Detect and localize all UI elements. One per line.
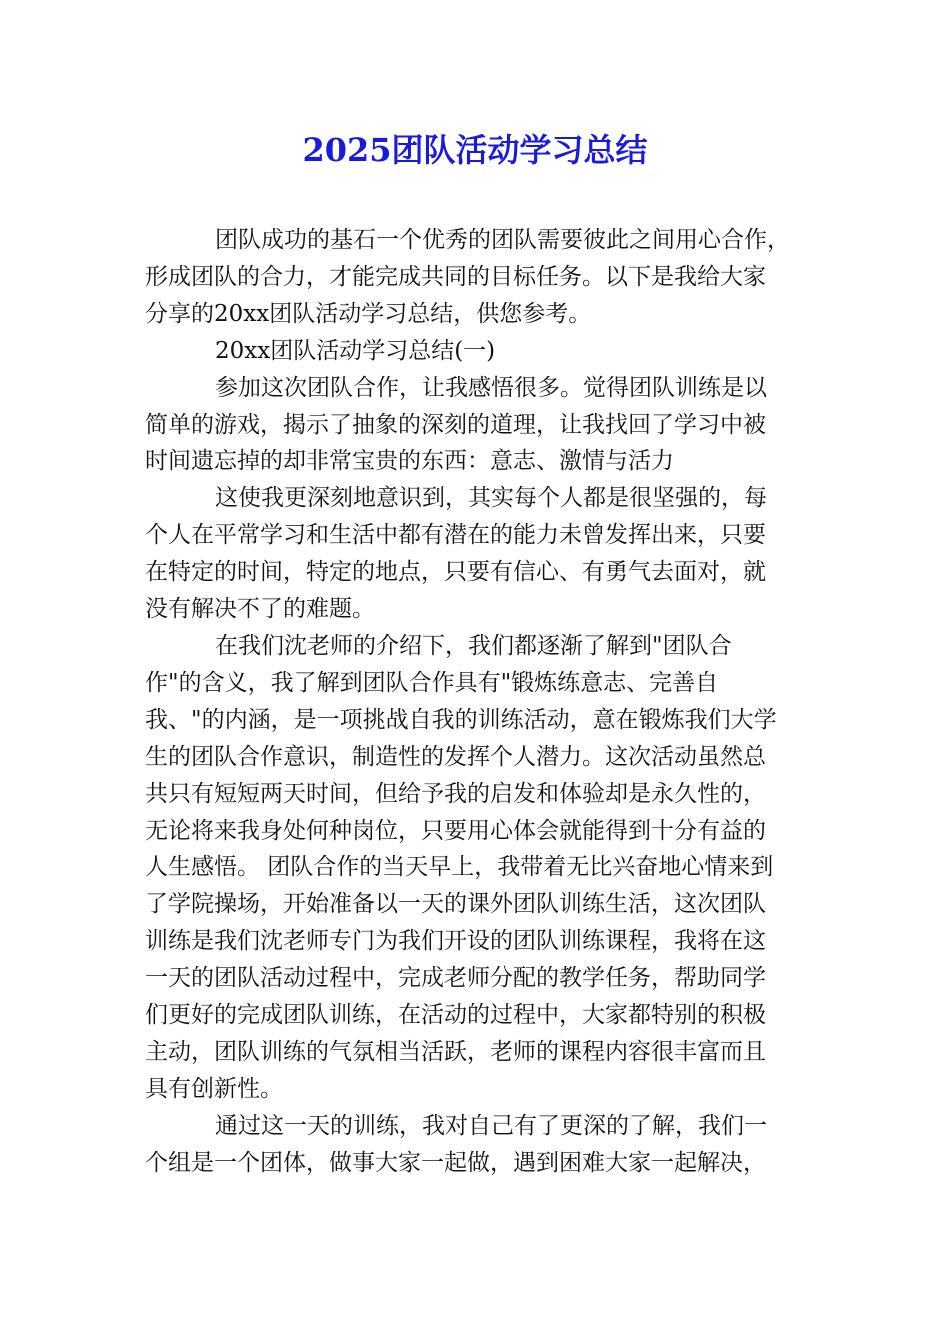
text-line: 具有创新性。 xyxy=(145,1075,283,1102)
text-line: 形成团队的合力，才能完成共同的目标任务。以下是我给大家 xyxy=(145,263,766,290)
text-line: 个组是一个团体，做事大家一起做，遇到困难大家一起解决， xyxy=(145,1149,766,1176)
text-line: 简单的游戏，揭示了抽象的深刻的道理，让我找回了学习中被 xyxy=(145,411,766,438)
text-line: 了学院操场，开始准备以一天的课外团队训练生活，这次团队 xyxy=(145,891,766,918)
text-line: 人生感悟。 团队合作的当天早上，我带着无比兴奋地心情来到 xyxy=(145,854,774,881)
text-line: 一天的团队活动过程中，完成老师分配的教学任务，帮助同学 xyxy=(145,965,766,992)
text-line: 时间遗忘掉的却非常宝贵的东西：意志、激情与活力 xyxy=(145,448,674,475)
text-line: 主动，团队训练的气氛相当活跃，老师的课程内容很丰富而且 xyxy=(145,1038,766,1065)
text-line: 参加这次团队合作，让我感悟很多。觉得团队训练是以 xyxy=(215,374,767,401)
text-line: 生的团队合作意识，制造性的发挥个人潜力。这次活动虽然总 xyxy=(145,743,766,770)
text-line: 这使我更深刻地意识到，其实每个人都是很坚强的，每 xyxy=(215,485,767,512)
document-body xyxy=(145,222,805,1182)
text-line: 个人在平常学习和生活中都有潜在的能力未曾发挥出来，只要 xyxy=(145,522,766,549)
document-title: 2025团队活动学习总结 xyxy=(302,131,648,169)
text-line: 分享的20xx团队活动学习总结，供您参考。 xyxy=(145,300,592,327)
text-line: 无论将来我身处何种岗位，只要用心体会就能得到十分有益的 xyxy=(145,817,766,844)
text-line: 通过这一天的训练，我对自己有了更深的了解，我们一 xyxy=(215,1112,767,1139)
text-line: 团队成功的基石一个优秀的团队需要彼此之间用心合作， xyxy=(215,227,790,253)
text-line: 训练是我们沈老师专门为我们开设的团队训练课程，我将在这 xyxy=(145,928,766,955)
text-line: 共只有短短两天时间，但给予我的启发和体验却是永久性的， xyxy=(145,780,766,807)
text-line: 20xx团队活动学习总结(一) xyxy=(215,337,496,364)
text-line: 在特定的时间，特定的地点，只要有信心、有勇气去面对，就 xyxy=(145,559,766,586)
text-line: 们更好的完成团队训练，在活动的过程中，大家都特别的积极 xyxy=(145,1002,766,1029)
text-line: 作"的含义，我了解到团队合作具有"锻炼练意志、完善自 xyxy=(145,669,719,696)
text-line: 我、"的内涵，是一项挑战自我的训练活动，意在锻炼我们大学 xyxy=(145,706,777,733)
text-line: 在我们沈老师的介绍下，我们都逐渐了解到"团队合 xyxy=(215,632,732,659)
text-line: 没有解决不了的难题。 xyxy=(145,596,375,623)
